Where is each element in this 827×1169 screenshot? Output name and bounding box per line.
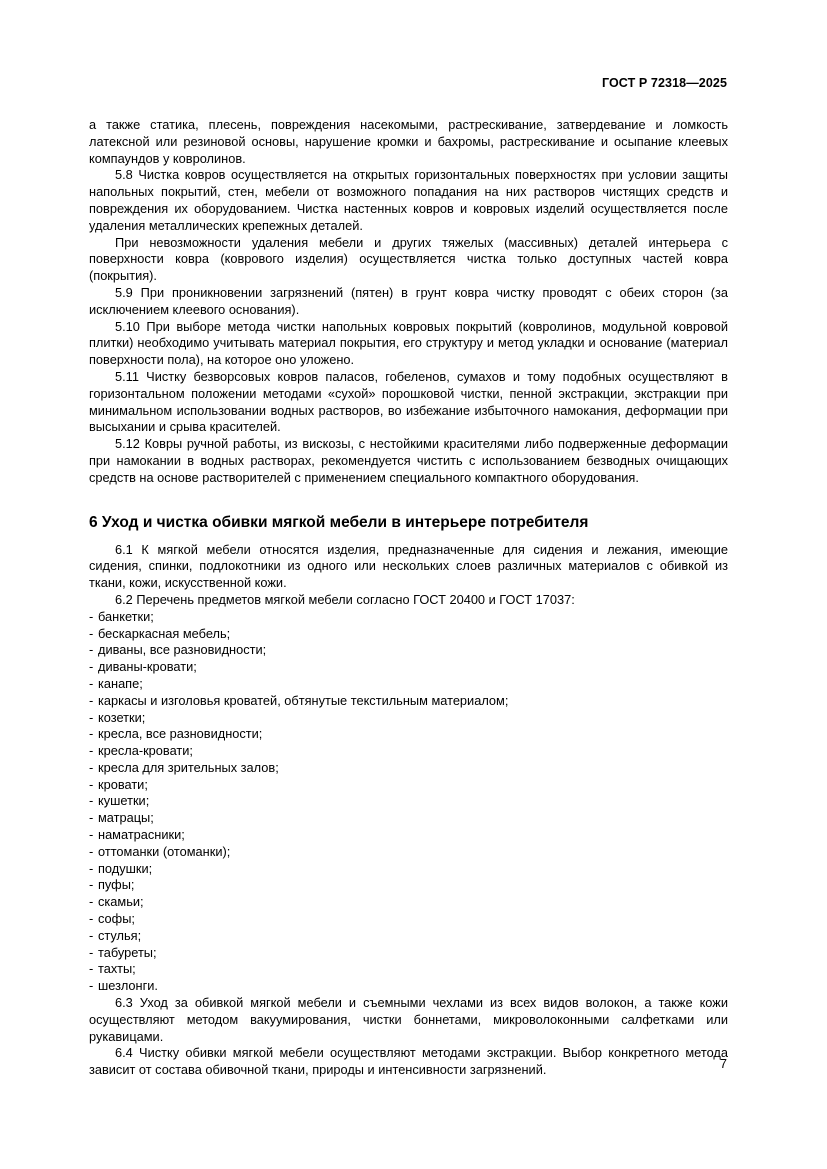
- list-dash: -: [89, 709, 94, 725]
- list-item: [89, 626, 728, 643]
- list-item-text: диваны-кровати;: [98, 659, 197, 675]
- paragraph-continued: а также статика, плесень, повреждения насекомыми, растрескивание, затвердевание и ломкость латексной или резиновой основы, нарушение кромки и бахромы, растрескивание и осыпание клеевых компаундов у ковролинов.: [89, 117, 728, 166]
- list-item: [89, 760, 728, 777]
- list-item-text: скамьи;: [98, 894, 144, 910]
- list-dash: -: [89, 625, 94, 641]
- list-item: [89, 777, 728, 794]
- document-code-header: ГОСТ Р 72318—2025: [601, 76, 727, 90]
- page-body: [89, 117, 728, 1079]
- list-item-text: кресла для зрительных залов;: [98, 759, 279, 775]
- list-item-text: банкетки;: [98, 608, 154, 624]
- paragraph-6-2: 6.2 Перечень предметов мягкой мебели согласно ГОСТ 20400 и ГОСТ 17037:: [115, 591, 575, 607]
- list-item-text: кровати;: [98, 776, 148, 792]
- list-dash: -: [89, 759, 94, 775]
- list-item-text: кресла-кровати;: [98, 743, 193, 759]
- list-dash: -: [89, 642, 94, 658]
- list-item-text: кушетки;: [98, 793, 150, 809]
- list-item: [89, 793, 728, 810]
- list-item-text: матрацы;: [98, 810, 154, 826]
- list-item-text: наматрасники;: [98, 827, 185, 843]
- paragraph-6-3: 6.3 Уход за обивкой мягкой мебели и съемными чехлами из всех видов волокон, а также кожи осуществляют методом вакуумирования, чистки боннетами, микроволоконными салфетками или рукавицами.: [89, 995, 728, 1044]
- list-dash: -: [89, 860, 94, 876]
- section-6-title: 6 Уход и чистка обивки мягкой мебели в интерьере потребителя: [89, 513, 589, 531]
- list-item: [89, 877, 728, 894]
- list-dash: -: [89, 894, 94, 910]
- list-item: [89, 659, 728, 676]
- list-item-text: софы;: [98, 911, 135, 927]
- paragraph-6-4: 6.4 Чистку обивки мягкой мебели осуществляют методами экстракции. Выбор конкретного метода зависит от состава обивочной ткани, природы и интенсивности загрязнений.: [89, 1045, 728, 1078]
- list-item-text: тахты;: [98, 961, 136, 977]
- list-item: [89, 945, 728, 962]
- page-number: 7: [719, 1056, 727, 1071]
- paragraph-6-1: 6.1 К мягкой мебели относятся изделия, предназначенные для сидения и лежания, имеющие сидения, спинки, подлокотники из одного или нескольких слоев различных материалов с обивкой из ткани, кожи, искусственной кожи.: [89, 541, 728, 591]
- list-item-text: оттоманки (отоманки);: [98, 843, 231, 859]
- list-item-text: канапе;: [98, 675, 143, 691]
- list-item: [89, 827, 728, 844]
- list-item: [89, 961, 728, 978]
- list-item: [89, 928, 728, 945]
- list-dash: -: [89, 961, 94, 977]
- list-item: [89, 978, 728, 995]
- list-item-text: шезлонги.: [98, 978, 158, 994]
- list-dash: -: [89, 675, 94, 691]
- list-dash: -: [89, 659, 94, 675]
- list-dash: -: [89, 927, 94, 943]
- list-item: [89, 726, 728, 743]
- list-dash: -: [89, 843, 94, 859]
- paragraph-5-11: 5.11 Чистку безворсовых ковров паласов, гобеленов, сумахов и тому подобных осуществляют в горизонтальном положении методами «сухой» порошковой чистки, пенной экстракции, экстракции при минимальном использовании водных растворов, во избежание избыточного намокания, деформации при высыхании и срыва красителей.: [89, 368, 728, 435]
- list-item: [89, 844, 728, 861]
- paragraph-5-10: 5.10 При выборе метода чистки напольных ковровых покрытий (ковролинов, модульной ковровой плитки) необходимо учитывать материал покрытия, его структуру и метод укладки и основание (материал поверхности пола), на которое оно уложено.: [89, 318, 728, 368]
- list-dash: -: [89, 911, 94, 927]
- list-dash: -: [89, 793, 94, 809]
- list-item: [89, 861, 728, 878]
- list-dash: -: [89, 692, 94, 708]
- paragraph-5-8: 5.8 Чистка ковров осуществляется на открытых горизонтальных поверхностях при условии защиты напольных покрытий, стен, мебели от возможного попадания на них растворов чистящих средств и повреждения их оборудованием. Чистка настенных ковров и ковровых изделий осуществляется после удаления металлических крепежных деталей.: [89, 167, 728, 233]
- list-dash: -: [89, 827, 94, 843]
- paragraph-5-12: 5.12 Ковры ручной работы, из вискозы, с нестойкими красителями либо подверженные деформации при намокании в водных растворах, рекомендуется чистить с использованием безводных очищающих средств на основе растворителей с применением специального компактного оборудования.: [89, 436, 728, 485]
- list-item-text: стулья;: [98, 927, 142, 943]
- list-item-text: козетки;: [98, 709, 146, 725]
- paragraph-5-9: 5.9 При проникновении загрязнений (пятен) в грунт ковра чистку проводят с обеих сторон (за исключением клеевого основания).: [89, 284, 728, 317]
- list-item-text: пуфы;: [98, 877, 135, 893]
- list-item: [89, 710, 728, 727]
- list-item-text: подушки;: [98, 860, 153, 876]
- list-dash: -: [89, 944, 94, 960]
- list-item-text: каркасы и изголовья кроватей, обтянутые текстильным материалом;: [98, 692, 509, 708]
- list-item: [89, 693, 728, 710]
- list-dash: -: [89, 810, 94, 826]
- list-dash: -: [89, 877, 94, 893]
- furniture-list: [89, 609, 728, 995]
- list-item-text: диваны, все разновидности;: [98, 642, 267, 658]
- list-item: [89, 642, 728, 659]
- list-item-text: табуреты;: [98, 944, 157, 960]
- list-item: [89, 894, 728, 911]
- list-item: [89, 609, 728, 626]
- list-item-text: кресла, все разновидности;: [98, 726, 263, 742]
- list-dash: -: [89, 608, 94, 624]
- list-item: [89, 743, 728, 760]
- list-dash: -: [89, 743, 94, 759]
- list-dash: -: [89, 776, 94, 792]
- list-item: [89, 676, 728, 693]
- list-dash: -: [89, 978, 94, 994]
- paragraph-5-8-extra: При невозможности удаления мебели и других тяжелых (массивных) деталей интерьера с поверхности ковра (коврового изделия) осуществляется чистка только доступных частей ковра (покрытия).: [89, 234, 728, 284]
- list-item-text: бескаркасная мебель;: [98, 625, 231, 641]
- list-item: [89, 810, 728, 827]
- list-item: [89, 911, 728, 928]
- list-dash: -: [89, 726, 94, 742]
